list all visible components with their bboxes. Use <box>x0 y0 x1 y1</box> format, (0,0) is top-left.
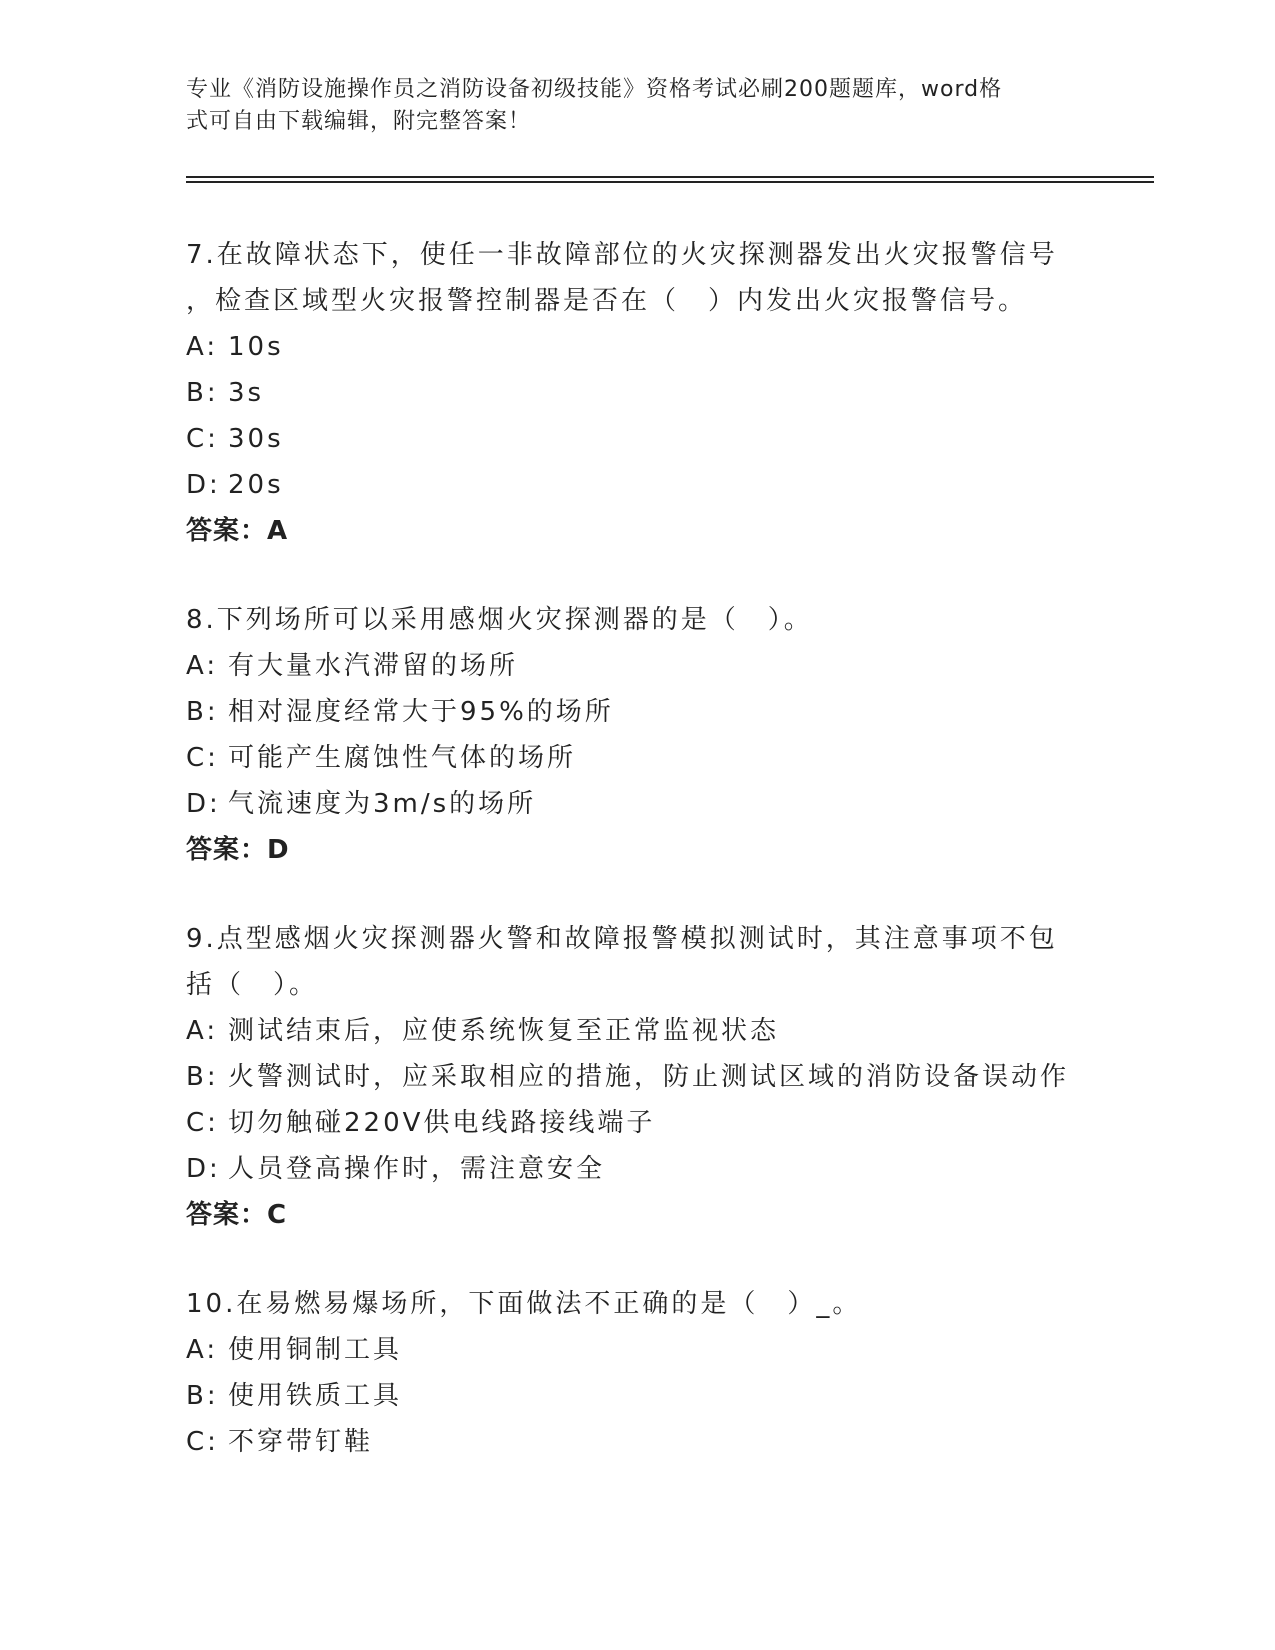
option-text: 测试结束后，应使系统恢复至正常监视状态 <box>228 1016 780 1046</box>
option-letter: B: <box>186 697 219 727</box>
question-text-line-1: 10.在易燃易爆场所，下面做法不正确的是（ ）_。 <box>186 1289 862 1319</box>
option-text: 3s <box>228 378 265 408</box>
option-c <box>186 1419 1086 1465</box>
question-8 <box>186 597 1086 873</box>
option-text: 使用铁质工具 <box>228 1381 403 1411</box>
option-letter: B: <box>186 1381 219 1411</box>
option-text: 人员登高操作时，需注意安全 <box>228 1154 606 1184</box>
option-text: 有大量水汽滞留的场所 <box>228 651 519 681</box>
option-letter: D: <box>186 1154 221 1184</box>
option-letter: C: <box>186 1427 219 1457</box>
option-text: 10s <box>228 332 284 362</box>
question-text-line-1: 8.下列场所可以采用感烟火灾探测器的是（ ）。 <box>186 605 813 635</box>
option-text: 20s <box>228 470 284 500</box>
option-text: 不穿带钉鞋 <box>228 1427 374 1457</box>
option-letter: D: <box>186 789 221 819</box>
option-text: 切勿触碰220V供电线路接线端子 <box>228 1108 656 1138</box>
option-text: 相对湿度经常大于95%的场所 <box>228 697 614 727</box>
document-header <box>186 74 1066 138</box>
option-letter: C: <box>186 743 219 773</box>
question-7 <box>186 232 1086 554</box>
option-letter: A: <box>186 651 219 681</box>
option-letter: A: <box>186 332 219 362</box>
header-line-2: 式可自由下载编辑，附完整答案！ <box>186 109 532 134</box>
option-letter: C: <box>186 424 219 454</box>
option-b <box>186 689 1086 735</box>
option-letter: B: <box>186 378 219 408</box>
question-text-line-1: 9.点型感烟火灾探测器火警和故障报警模拟测试时，其注意事项不包 <box>186 924 1058 954</box>
option-c <box>186 1100 1086 1146</box>
question-text-line-2: ，检查区域型火灾报警控制器是否在（ ）内发出火灾报警信号。 <box>186 286 1028 316</box>
option-letter: B: <box>186 1062 219 1092</box>
option-b <box>186 1373 1086 1419</box>
option-c <box>186 735 1086 781</box>
option-a <box>186 643 1086 689</box>
question-9 <box>186 916 1086 1238</box>
option-d <box>186 462 1086 508</box>
option-a <box>186 324 1086 370</box>
option-letter: A: <box>186 1335 219 1365</box>
option-text: 30s <box>228 424 284 454</box>
answer-line: 答案：D <box>186 835 290 865</box>
option-b <box>186 370 1086 416</box>
option-a <box>186 1008 1086 1054</box>
answer-line: 答案：A <box>186 516 289 546</box>
question-text-line-1: 7.在故障状态下，使任一非故障部位的火灾探测器发出火灾报警信号 <box>186 240 1058 270</box>
header-line-1: 专业《消防设施操作员之消防设备初级技能》资格考试必刷200题题库，word格 <box>186 77 1003 102</box>
option-text: 可能产生腐蚀性气体的场所 <box>228 743 577 773</box>
option-letter: A: <box>186 1016 219 1046</box>
option-text: 气流速度为3m/s的场所 <box>228 789 537 819</box>
option-text: 火警测试时，应采取相应的措施，防止测试区域的消防设备误动作 <box>228 1062 1070 1092</box>
option-letter: D: <box>186 470 221 500</box>
header-divider-top <box>186 176 1154 178</box>
option-letter: C: <box>186 1108 219 1138</box>
question-text-line-2: 括（ ）。 <box>186 970 319 1000</box>
option-a <box>186 1327 1086 1373</box>
option-d <box>186 781 1086 827</box>
option-b <box>186 1054 1086 1100</box>
header-divider-bottom <box>186 181 1154 183</box>
option-text: 使用铜制工具 <box>228 1335 403 1365</box>
question-10 <box>186 1281 1086 1465</box>
answer-line: 答案：C <box>186 1200 288 1230</box>
option-c <box>186 416 1086 462</box>
option-d <box>186 1146 1086 1192</box>
